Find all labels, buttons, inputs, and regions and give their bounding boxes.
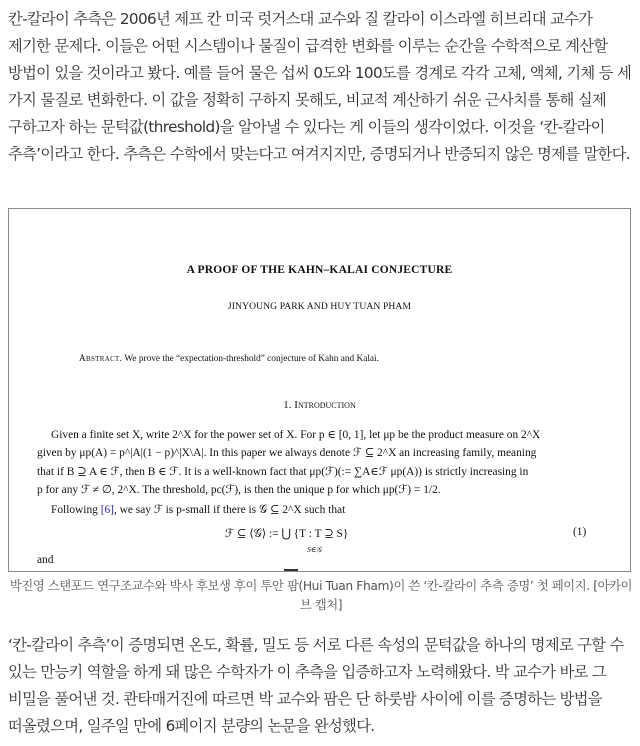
article-paragraph-2: ‘칸-칼라이 추측’이 증명되면 온도, 확률, 밀도 등 서로 다른 속성의 문턱값을 하나의 명제로 구할 수 있는 만능키 역할을 하게 돼 많은 수학자가 이 추측을 입증하고자 노력해왔다. 박 교수가 바로 그 비밀을 풀어낸 것. 콴타매거진에 따르면 박 교수와 팜은 단 하룻밤 사이에 이를 증명하는 방법을 떠올렸으며, 일주일 만에 6페이지 분량의 논문을 완성했다.: [8, 636, 624, 735]
body-line: that if B ⊇ A ∈ ℱ, then B ∈ ℱ. It is a well-known fact that μp(ℱ)(:= ∑A∈ℱ μp(A)) is strictly increasing in: [37, 465, 529, 478]
trailing-word: and: [37, 554, 54, 566]
abstract-label: Abstract.: [79, 354, 123, 364]
equation-number: (1): [573, 526, 587, 538]
section-heading: 1. Introduction: [283, 399, 356, 411]
equation: ℱ ⊆ ⟨𝒢⟩ := ⋃ {T : T ⊇ S}: [225, 528, 349, 540]
figure-caption: 박진영 스탠포드 연구조교수와 박사 후보생 후이 투안 팜(Hui Tuan Fham)이 쓴 ‘칸-칼라이 추측 증명’ 첫 페이지. [아카이브 캡처]: [9, 579, 633, 612]
paper-title: A PROOF OF THE KAHN–KALAI CONJECTURE: [186, 264, 453, 276]
abstract-text: We prove the “expectation-threshold” conjecture of Kahn and Kalai.: [124, 354, 379, 364]
body-line: given by μp(A) = p^|A|(1 − p)^|X\A|. In this paper we always denote ℱ ⊆ 2^X an increasing family, meaning: [37, 447, 537, 460]
following-prefix: Following: [51, 504, 101, 516]
following-suffix: , we say ℱ is p-small if there is 𝒢 ⊆ 2^X such that: [113, 504, 346, 516]
paper-screenshot-figure: [8, 208, 631, 572]
page-cut-mark: [284, 569, 298, 572]
citation-link[interactable]: [6]: [100, 504, 114, 516]
body-line: p for any ℱ ≠ ∅, 2^X. The threshold, pc(ℱ), is then the unique p for which μp(ℱ) = 1/2.: [37, 483, 441, 496]
paper-abstract: [79, 354, 379, 364]
equation-subscript: S∈𝒢: [307, 545, 322, 554]
following-sentence: [51, 502, 345, 517]
paper-authors: JINYOUNG PARK AND HUY TUAN PHAM: [227, 301, 412, 312]
body-line: Given a finite set X, write 2^X for the power set of X. For p ∈ [0, 1], let μp be the product measure on 2^X: [51, 429, 541, 441]
paper-body: [37, 426, 609, 499]
article-paragraph-1: 칸-칼라이 추측은 2006년 제프 칸 미국 럿거스대 교수와 질 칼라이 이스라엘 히브리대 교수가 제기한 문제다. 이들은 어떤 시스템이나 물질이 급격한 변화를 이루는 순간을 수학적으로 계산할 방법이 있을 것이라고 봤다. 예를 들어 물은 섭씨 0도와 100도를 경계로 각각 고체, 액체, 기체 등 세 가지 물질로 변화한다. 이 값을 정확히 구하지 못해도, 비교적 계산하기 쉬운 근사치를 통해 실제 구하고자 하는 문턱값(threshold)을 알아낼 수 있다는 게 이들의 생각이었다. 이것을 ‘칸-칼라이 추측’이라고 한다. 추측은 수학에서 맞는다고 여겨지지만, 증명되거나 반증되지 않은 명제를 말한다.: [8, 10, 632, 163]
